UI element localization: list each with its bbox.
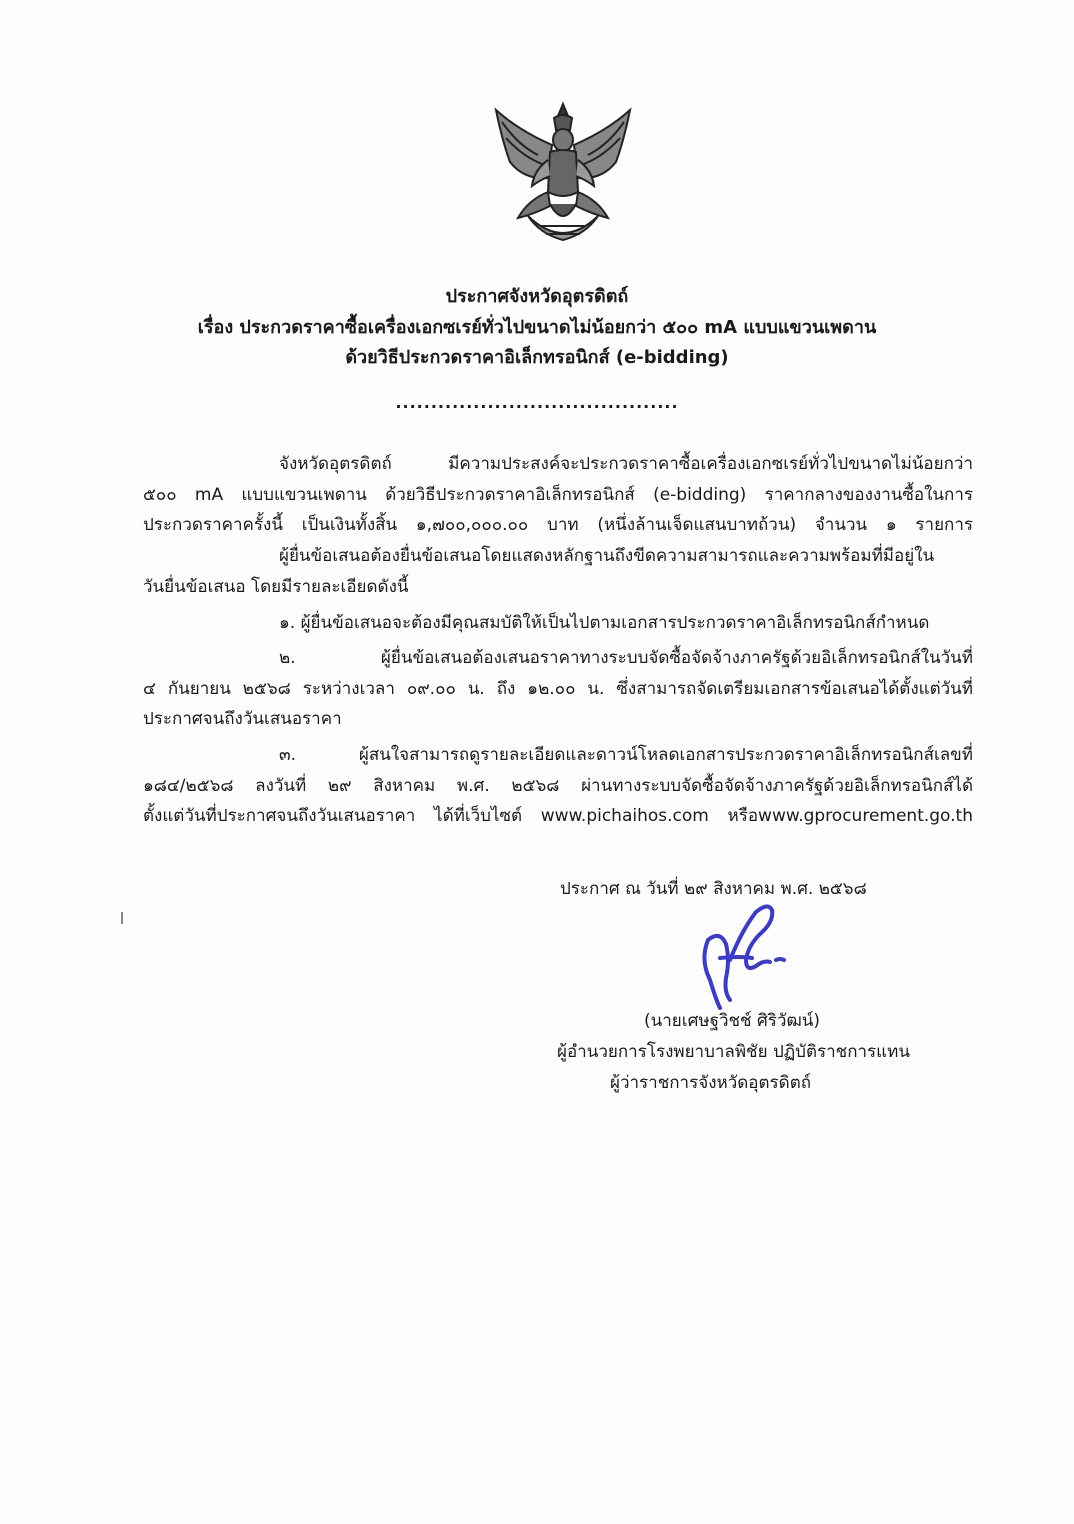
heading-separator: ........................................ <box>395 393 679 412</box>
list-item-3 <box>143 740 973 832</box>
signatory-title-2: ผู้ว่าราชการจังหวัดอุตรดิตถ์ <box>610 1073 812 1093</box>
paragraph-line: จังหวัดอุตรดิตถ์ มีความประสงค์จะประกวดราคาซื้อเครื่องเอกซเรย์ทั่วไปขนาดไม่น้อยกว่า <box>279 454 973 474</box>
garuda-emblem-icon <box>488 100 638 252</box>
paragraph-line: ๒. ผู้ยื่นข้อเสนอต้องเสนอราคาทางระบบจัดซื้อจัดจ้างภาครัฐด้วยอิเล็กทรอนิกส์ในวันที่ <box>279 648 973 668</box>
scan-mark <box>121 912 123 924</box>
announcement-method: ด้วยวิธีประกวดราคาอิเล็กทรอนิกส์ (e-bidding) <box>345 347 729 368</box>
paragraph-intro <box>143 449 973 541</box>
paragraph-line: ๔ กันยายน ๒๕๖๘ ระหว่างเวลา ๐๙.๐๐ น. ถึง ๑๒.๐๐ น. ซึ่งสามารถจัดเตรียมเอกสารข้อเสนอได้ตั้งแต่วันที่ <box>143 678 973 699</box>
paragraph-line: ประกวดราคาครั้งนี้ เป็นเงินทั้งสิ้น ๑,๗๐๐,๐๐๐.๐๐ บาท (หนึ่งล้านเจ็ดแสนบาทถ้วน) จำนวน ๑ รายการ <box>143 515 973 535</box>
handwritten-signature-icon <box>690 900 800 1010</box>
signatory-name: (นายเศษฐวิชช์ ศิริวัฒน์) <box>644 1011 821 1031</box>
paragraph-line: ประกาศจนถึงวันเสนอราคา <box>143 709 342 729</box>
list-item-1 <box>143 608 973 639</box>
paragraph-line: ผู้ยื่นข้อเสนอต้องยื่นข้อเสนอโดยแสดงหลักฐานถึงขีดความสามารถและความพร้อมที่มีอยู่ใน <box>279 546 935 566</box>
announcement-subject: เรื่อง ประกวดราคาซื้อเครื่องเอกซเรย์ทั่วไปขนาดไม่น้อยกว่า ๕๐๐ mA แบบแขวนเพดาน <box>197 317 877 338</box>
announcement-title: ประกาศจังหวัดอุตรดิตถ์ <box>445 286 629 307</box>
signatory-title: ผู้อำนวยการโรงพยาบาลพิชัย ปฏิบัติราชการแทน <box>557 1042 910 1062</box>
paragraph-line: วันยื่นข้อเสนอ โดยมีรายละเอียดดังนี้ <box>143 576 409 597</box>
paragraph-line: ๑๘๔/๒๕๖๘ ลงวันที่ ๒๙ สิงหาคม พ.ศ. ๒๕๖๘ ผ่านทางระบบจัดซื้อจัดจ้างภาครัฐด้วยอิเล็กทรอนิกส์ได้ <box>143 775 973 796</box>
paragraph-line: ๓. ผู้สนใจสามารถดูรายละเอียดและดาวน์โหลดเอกสารประกวดราคาอิเล็กทรอนิกส์เลขที่ <box>279 745 973 765</box>
paragraph-line: ๕๐๐ mA แบบแขวนเพดาน ด้วยวิธีประกวดราคาอิเล็กทรอนิกส์ (e-bidding) ราคากลางของงานซื้อในการ <box>143 484 973 505</box>
paragraph-requirements <box>143 541 973 602</box>
list-item-2 <box>143 643 973 735</box>
paragraph-line: ๑. ผู้ยื่นข้อเสนอจะต้องมีคุณสมบัติให้เป็นไปตามเอกสารประกวดราคาอิเล็กทรอนิกส์กำหนด <box>279 613 930 633</box>
announcement-date: ประกาศ ณ วันที่ ๒๙ สิงหาคม พ.ศ. ๒๕๖๘ <box>560 879 867 899</box>
paragraph-line: ตั้งแต่วันที่ประกาศจนถึงวันเสนอราคา ได้ที่เว็บไซต์ www.pichaihos.com หรือwww.gprocurement.go.th <box>143 806 973 826</box>
